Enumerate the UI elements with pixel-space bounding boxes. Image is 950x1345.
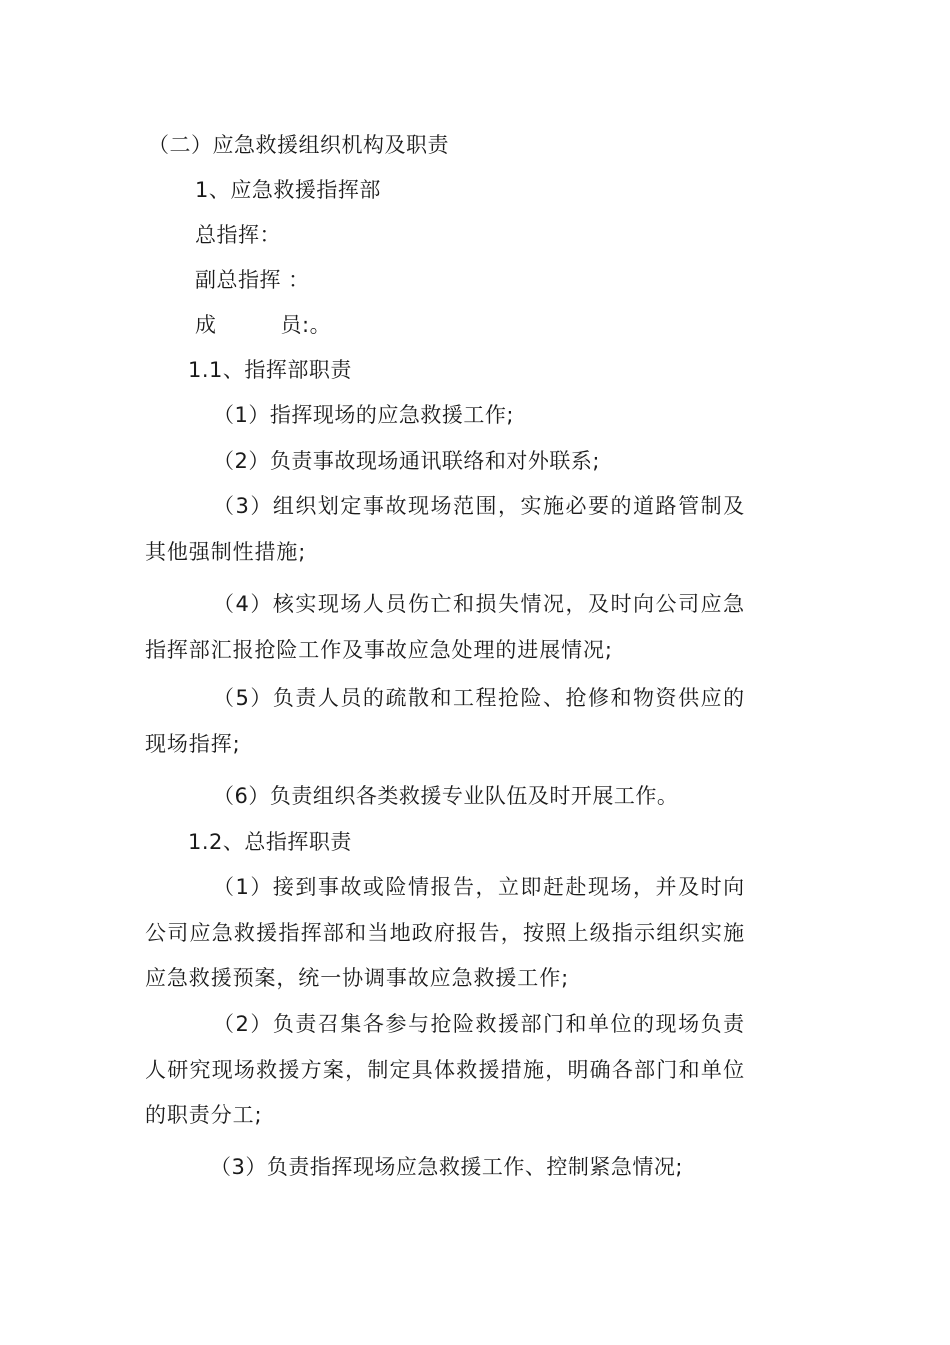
command-duty-item-3: （3）组织划定事故现场范围，实施必要的道路管制及其他强制性措施; xyxy=(145,494,745,564)
subsection-heading-command-duties: 1.1、指挥部职责 xyxy=(188,358,352,382)
subsection-heading-commander-duties: 1.2、总指挥职责 xyxy=(188,830,352,854)
members-label xyxy=(195,310,331,340)
command-duty-item-1: （1）指挥现场的应急救援工作; xyxy=(213,403,514,427)
members-label-part-a: 成 xyxy=(195,313,217,337)
commander-duty-item-3: （3）负责指挥现场应急救援工作、控制紧急情况; xyxy=(210,1155,683,1179)
commander-label: 总指挥： xyxy=(195,223,281,247)
deputy-commander-label: 副总指挥 ： xyxy=(195,268,310,292)
members-label-part-b: 员:。 xyxy=(280,313,332,337)
commander-duty-item-2: （2）负责召集各参与抢险救援部门和单位的现场负责人研究现场救援方案，制定具体救援措施，明确各部门和单位的职责分工; xyxy=(145,1012,745,1127)
command-duty-item-4: （4）核实现场人员伤亡和损失情况，及时向公司应急指挥部汇报抢险工作及事故应急处理的进展情况; xyxy=(145,592,745,662)
command-duty-item-2: （2）负责事故现场通讯联络和对外联系; xyxy=(213,449,600,473)
command-duty-item-5: （5）负责人员的疏散和工程抢险、抢修和物资供应的现场指挥; xyxy=(145,686,745,756)
commander-duty-item-1: （1）接到事故或险情报告，立即赶赴现场，并及时向公司应急救援指挥部和当地政府报告，按照上级指示组织实施应急救援预案，统一协调事故应急救援工作; xyxy=(145,875,745,990)
subsection-heading-command-center: 1、应急救援指挥部 xyxy=(195,178,381,202)
command-duty-item-6: （6）负责组织各类救援专业队伍及时开展工作。 xyxy=(213,784,679,808)
section-title: （二）应急救援组织机构及职责 xyxy=(148,133,449,157)
